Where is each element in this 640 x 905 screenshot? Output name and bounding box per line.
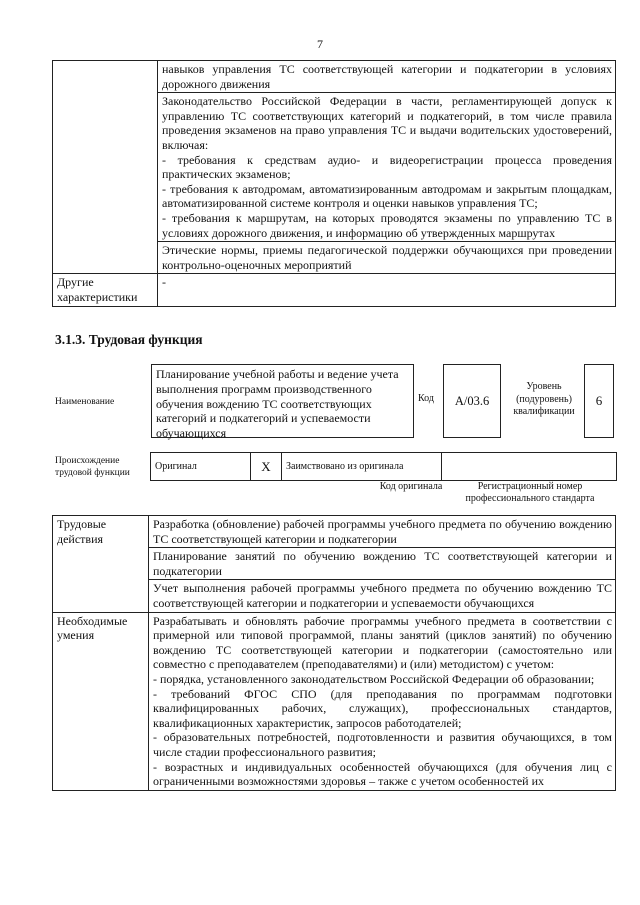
level-label: Уровень (подуровень) квалификации [513,381,575,417]
origin-label: Происхождение трудовой функции [55,456,130,478]
borrowed-label: Заимствовано из оригинала [282,453,442,481]
table-cell: Разрабатывать и обновлять рабочие программы учебного предмета в соответствии с примерной или типовой программой, планы занятий (циклов занятий) по обучению вождению ТС соответствующей категории и подкатегории (самостоятельно или совместно с преподавателем (преподавателями) и (или) методистом) с учетом: - порядка, установленного законодательством Российской Федерации об образовании; - требований ФГОС СПО (для преподавания по программам подготовки квалифицированных рабочих, служащих), профессиональных стандартов, квалификационных характеристик, запросов работодателей; - образовательных потребностей, подготовленности и развития обучающихся, в том числе стадии профессионального развития; - возрастных и индивидуальных особенностей обучающихся (для обучения лиц с ограниченными возможностями здоровья – также с учетом особенностей их [149,612,616,790]
section-title: 3.1.3. Трудовая функция [55,332,203,347]
page-number: 7 [317,37,323,51]
code-label: Код [418,393,434,404]
original-label: Оригинал [151,453,251,481]
table-cell: навыков управления ТС соответствующей категории и подкатегории в условиях дорожного движения [158,61,616,93]
level-value-box: 6 [584,364,614,438]
table-row [53,516,616,548]
table-label-cell: Трудовые действия [53,516,149,613]
reg-number-cell [442,453,617,481]
function-name-box: Планирование учебной работы и ведение учета выполнения программ производственного обучения вождению ТС соответствующих категорий и подкатегорий и успеваемости обучающихся [151,364,414,438]
name-label: Наименование [55,397,115,407]
table-label-cell [53,61,158,274]
table-row [53,274,616,306]
table-label-cell: Необходимые умения [53,612,149,790]
table-row [53,61,616,93]
table-cell: - [158,274,616,306]
original-mark: X [251,453,282,481]
reg-number-caption: Регистрационный номер профессионального стандарта [465,481,595,504]
labor-actions-table [52,515,616,791]
table-cell: Разработка (обновление) рабочей программы учебного предмета по обучению вождению ТС соответствующей категории и подкатегории [149,516,616,548]
table-cell: Законодательство Российской Федерации в части, регламентирующей допуск к управлению ТС соответствующих категорий и подкатегорий, в том числе правила проведения экзаменов на право управления ТС и выдачи водительских удостоверений, включая: - требования к средствам аудио- и видеорегистрации процесса проведения практических экзаменов; - требования к автодромам, автоматизированным автодромам и закрытым площадкам, автоматизированной системе контроля и оценки навыков управления ТС; - требования к маршрутам, на которых проводятся экзамены по управлению ТС в условиях дорожного движения, и информацию об утвержденных маршрутах [158,93,616,242]
code-original-caption: Код оригинала [379,481,443,492]
table-row [53,612,616,790]
table-cell: Этические нормы, приемы педагогической поддержки обучающихся при проведении контрольно-оценочных мероприятий [158,242,616,274]
top-requirements-table [52,60,616,307]
code-value-box: А/03.6 [443,364,501,438]
table-cell: Учет выполнения рабочей программы учебного предмета по обучению вождению ТС соответствующей категории и подкатегории и успеваемости обучающихся [149,580,616,612]
table-label-cell: Другие характеристики [53,274,158,306]
origin-table [150,452,617,481]
table-cell: Планирование занятий по обучению вождению ТС соответствующей категории и подкатегории [149,548,616,580]
